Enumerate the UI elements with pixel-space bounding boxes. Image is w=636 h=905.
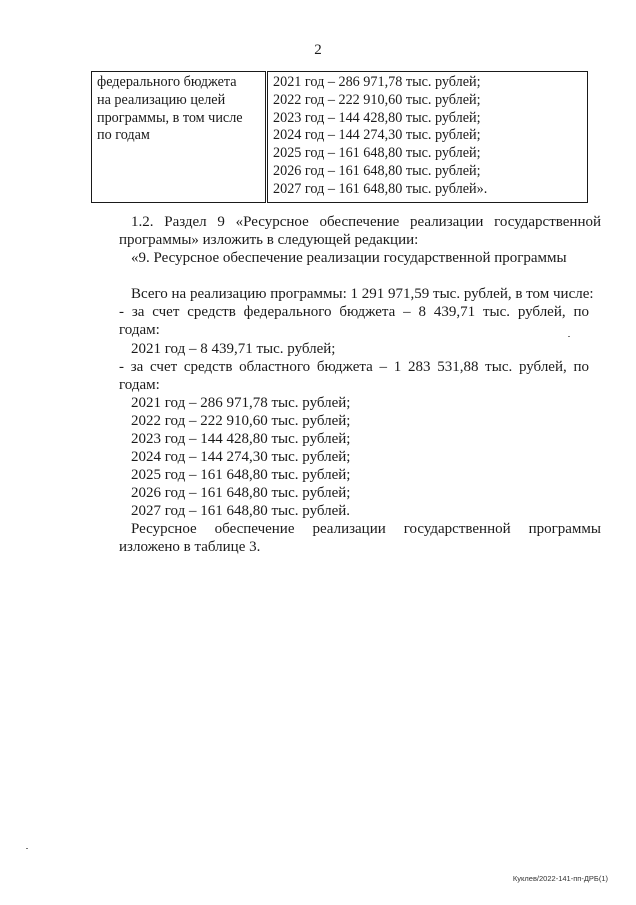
regional-year-line: 2026 год – 161 648,80 тыс. рублей;: [131, 485, 351, 501]
federal-line-2: годам:: [119, 322, 160, 338]
table-year-line: 2026 год – 161 648,80 тыс. рублей;: [273, 162, 481, 179]
regional-year-line: 2024 год – 144 274,30 тыс. рублей;: [131, 449, 351, 465]
table-year-line: 2024 год – 144 274,30 тыс. рублей;: [273, 127, 481, 144]
regional-year-line: 2023 год – 144 428,80 тыс. рублей;: [131, 431, 351, 447]
table-row: [92, 72, 588, 203]
scan-speck: [568, 336, 570, 337]
regional-year-line: 2022 год – 222 910,60 тыс. рублей;: [131, 413, 351, 429]
table-label-line: программы, в том числе: [97, 109, 243, 126]
section-heading-line-1: 1.2. Раздел 9 «Ресурсное обеспечение реализации государственной: [131, 214, 601, 230]
closing-line-2: изложено в таблице 3.: [119, 539, 261, 555]
table-year-line: 2027 год – 161 648,80 тыс. рублей».: [273, 180, 488, 197]
total-line: Всего на реализацию программы: 1 291 971,59 тыс. рублей, в том числе:: [131, 286, 594, 302]
federal-line-1: - за счет средств федерального бюджета – 8 439,71 тыс. рублей, по: [119, 304, 589, 320]
federal-year-line: 2021 год – 8 439,71 тыс. рублей;: [131, 341, 336, 357]
table-year-line: 2022 год – 222 910,60 тыс. рублей;: [273, 91, 481, 108]
regional-line-1: - за счет средств областного бюджета – 1 283 531,88 тыс. рублей, по: [119, 359, 589, 375]
document-reference-footer: Куклев/2022-141-пп-ДРБ(1): [512, 874, 608, 883]
table-label-line: на реализацию целей: [97, 91, 226, 108]
table-values-cell: [267, 72, 588, 203]
table-year-line: 2021 год – 286 971,78 тыс. рублей;: [273, 74, 481, 90]
page-number: 2: [314, 42, 322, 58]
section-title: «9. Ресурсное обеспечение реализации государственной программы: [131, 250, 567, 266]
regional-year-line: 2027 год – 161 648,80 тыс. рублей.: [131, 503, 351, 519]
table-year-line: 2025 год – 161 648,80 тыс. рублей;: [273, 145, 481, 162]
regional-year-line: 2021 год – 286 971,78 тыс. рублей;: [131, 395, 351, 411]
table-label-cell: [92, 72, 267, 203]
scan-speck: [26, 848, 28, 849]
regional-year-line: 2025 год – 161 648,80 тыс. рублей;: [131, 467, 351, 483]
budget-table: [91, 71, 588, 203]
section-heading-line-2: программы» изложить в следующей редакции:: [119, 232, 419, 248]
table-label-line: по годам: [97, 127, 150, 144]
regional-line-2: годам:: [119, 377, 160, 393]
table-year-line: 2023 год – 144 428,80 тыс. рублей;: [273, 109, 481, 126]
table-label-line: федерального бюджета: [97, 74, 237, 90]
closing-line-1: Ресурсное обеспечение реализации государственной программы: [131, 521, 601, 537]
